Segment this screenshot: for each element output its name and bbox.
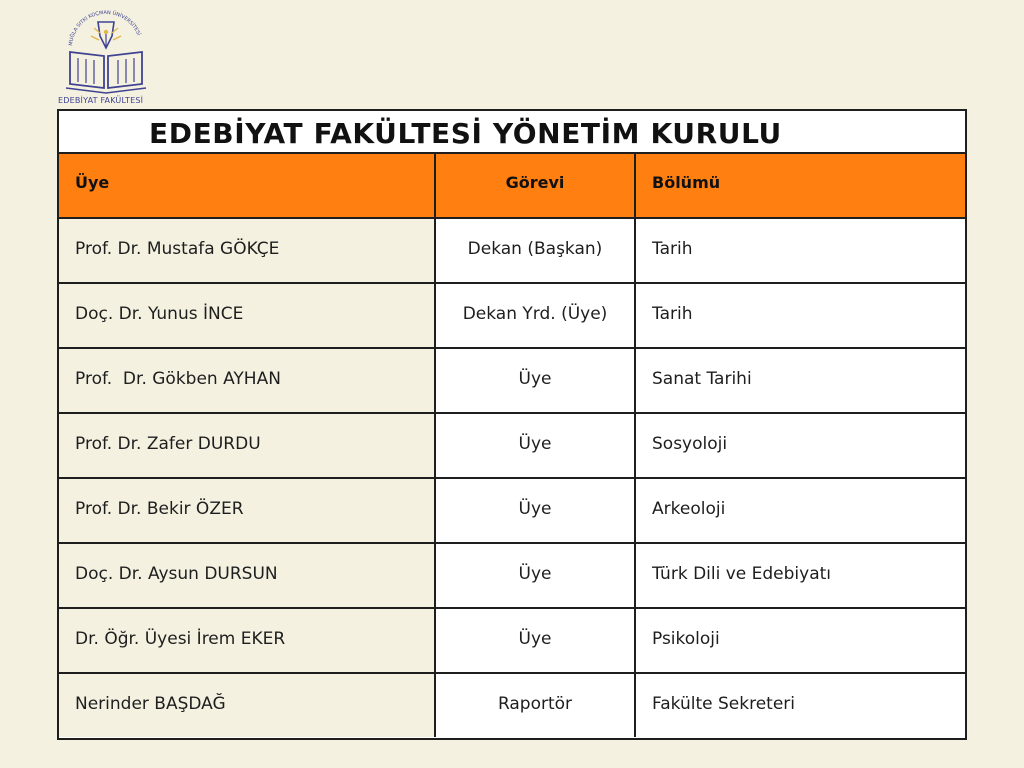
department-cell: Fakülte Sekreteri: [635, 673, 965, 737]
column-header-member: Üye: [59, 154, 435, 218]
role-cell: Dekan Yrd. (Üye): [435, 283, 635, 348]
column-header-department: Bölümü: [635, 154, 965, 218]
table-row: [59, 413, 965, 478]
role-cell: Üye: [435, 543, 635, 608]
role-cell: Dekan (Başkan): [435, 218, 635, 283]
table-header-row: [59, 154, 965, 218]
department-cell: Türk Dili ve Edebiyatı: [635, 543, 965, 608]
logo-arc-text: MUĞLA SITKI KOÇMAN ÜNİVERSİTESİ: [68, 9, 142, 47]
page-title: EDEBİYAT FAKÜLTESİ YÖNETİM KURULU: [149, 117, 782, 150]
table-row: [59, 543, 965, 608]
role-cell: Üye: [435, 608, 635, 673]
faculty-logo: [58, 2, 154, 106]
table-row: [59, 283, 965, 348]
department-cell: Tarih: [635, 218, 965, 283]
role-cell: Üye: [435, 478, 635, 543]
member-name-cell: Prof. Dr. Zafer DURDU: [59, 413, 435, 478]
logo-caption: EDEBİYAT FAKÜLTESİ: [58, 96, 144, 105]
table-row: [59, 478, 965, 543]
members-table: [59, 154, 965, 737]
table-row: [59, 348, 965, 413]
member-name-cell: Prof. Dr. Gökben AYHAN: [59, 348, 435, 413]
role-cell: Raportör: [435, 673, 635, 737]
member-name-cell: Doç. Dr. Aysun DURSUN: [59, 543, 435, 608]
member-name-cell: Prof. Dr. Mustafa GÖKÇE: [59, 218, 435, 283]
table-row: [59, 218, 965, 283]
column-header-role: Görevi: [435, 154, 635, 218]
role-cell: Üye: [435, 348, 635, 413]
department-cell: Tarih: [635, 283, 965, 348]
department-cell: Sanat Tarihi: [635, 348, 965, 413]
title-row: [59, 111, 965, 154]
member-name-cell: Prof. Dr. Bekir ÖZER: [59, 478, 435, 543]
open-book-pen-emblem-icon: [58, 2, 154, 96]
member-name-cell: Doç. Dr. Yunus İNCE: [59, 283, 435, 348]
member-name-cell: Dr. Öğr. Üyesi İrem EKER: [59, 608, 435, 673]
department-cell: Arkeoloji: [635, 478, 965, 543]
role-cell: Üye: [435, 413, 635, 478]
table-row: [59, 608, 965, 673]
department-cell: Psikoloji: [635, 608, 965, 673]
department-cell: Sosyoloji: [635, 413, 965, 478]
member-name-cell: Nerinder BAŞDAĞ: [59, 673, 435, 737]
board-table-panel: [57, 109, 967, 740]
table-row: [59, 673, 965, 737]
